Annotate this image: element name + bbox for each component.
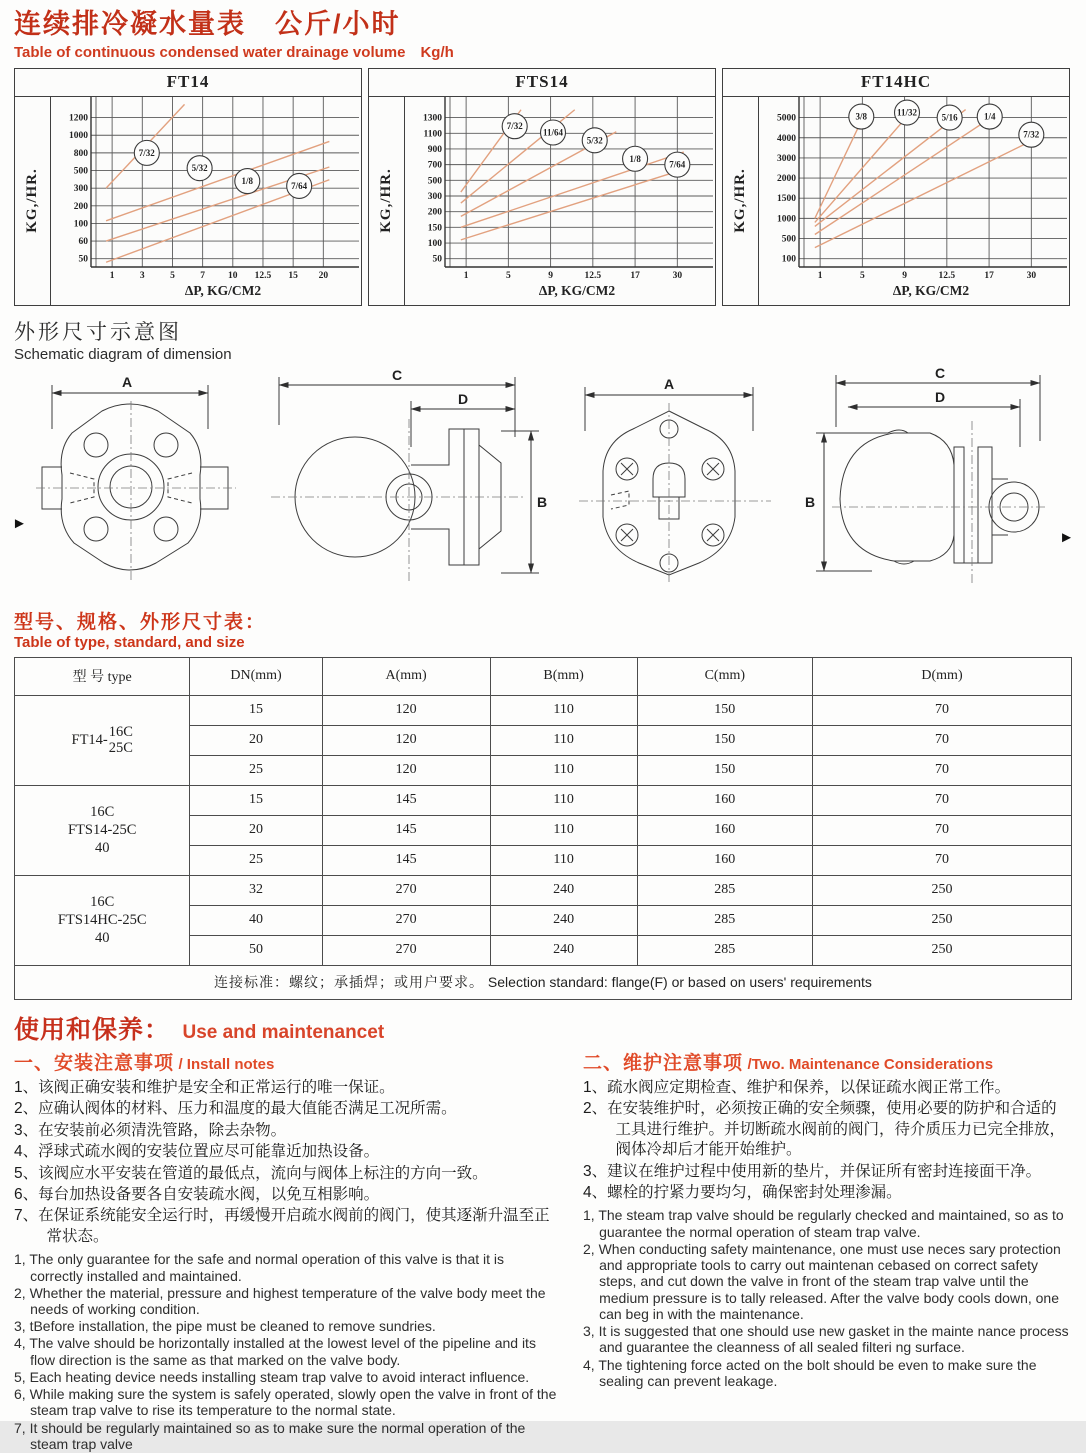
- chart-plot-ft14: [51, 97, 359, 303]
- flow-arrow-right-icon: ►: [1059, 528, 1074, 546]
- install-note-zh: 7、在保证系统能安全运行时，再缓慢开启疏水阀前的阀门，使其逐渐升温至正常状态。: [14, 1207, 550, 1245]
- x-axis-label: ΔP, KG/CM2: [184, 282, 262, 298]
- diagram-side-view-1: [263, 367, 549, 595]
- usage-title-zh: 使用和保养：: [14, 1015, 171, 1044]
- series-label-text: 7/32: [138, 147, 155, 158]
- install-note-en: 7, It should be regularly maintained so as to make sure the normal operation of the steam trap valve: [14, 1419, 526, 1452]
- svg-text:100: 100: [427, 238, 442, 249]
- maintenance-column: [583, 1048, 1072, 1453]
- size-table-header: D(mm): [813, 657, 1072, 695]
- svg-text:1: 1: [817, 270, 823, 281]
- svg-text:12.5: 12.5: [254, 270, 272, 281]
- chart-panel-ft14: [14, 68, 362, 306]
- drainage-charts-row: [14, 68, 1072, 306]
- svg-text:1300: 1300: [423, 113, 442, 124]
- series-label-text: 5/32: [586, 135, 603, 146]
- size-value-cell: 160: [637, 785, 812, 815]
- svg-text:150: 150: [427, 223, 442, 234]
- size-value-cell: 110: [490, 755, 637, 785]
- usage-heading: [14, 1010, 1072, 1046]
- svg-text:500: 500: [73, 166, 88, 177]
- svg-text:9: 9: [902, 270, 907, 281]
- schematic-title-zh: 外形尺寸示意图: [14, 320, 182, 344]
- size-value-cell: 145: [322, 785, 490, 815]
- model-cell: FT14- 16C 25C: [15, 695, 190, 785]
- chart-panel-ft14hc: [722, 68, 1070, 306]
- svg-text:100: 100: [781, 254, 796, 265]
- size-value-cell: 250: [813, 875, 1072, 905]
- install-note-zh: 3、在安装前必须清洗管路，除去杂物。: [14, 1121, 287, 1139]
- size-value-cell: 15: [190, 695, 322, 725]
- series-label-text: 7/32: [1023, 129, 1040, 140]
- y-axis-label: KG,/HR.: [723, 97, 759, 305]
- install-note-en: 5, Each heating device needs installing steam trap valve to avoid interact influence.: [14, 1368, 530, 1385]
- svg-text:60: 60: [78, 236, 88, 247]
- chart-title: FTS14: [369, 69, 715, 97]
- series-line-1/8: [461, 152, 684, 227]
- page-header: [14, 10, 1072, 62]
- svg-text:5: 5: [170, 270, 175, 281]
- dim-label-c: C: [391, 366, 402, 383]
- svg-text:800: 800: [73, 148, 88, 159]
- svg-text:700: 700: [427, 160, 442, 171]
- dim-label-d: D: [457, 390, 468, 407]
- chart-title: FT14HC: [723, 69, 1069, 97]
- svg-text:300: 300: [427, 191, 442, 202]
- install-note-en: 3, tBefore installation, the pipe must be cleaned to remove sundries.: [14, 1318, 436, 1335]
- size-value-cell: 285: [637, 905, 812, 935]
- svg-text:500: 500: [781, 234, 796, 245]
- size-table-header: A(mm): [322, 657, 490, 695]
- svg-text:1500: 1500: [777, 193, 796, 204]
- maintenance-note-en: 4, The tightening force acted on the bolt should be even to make sure the sealing can prevent leakage.: [583, 1356, 1037, 1389]
- svg-text:300: 300: [73, 183, 88, 194]
- y-axis-label: KG,/HR.: [369, 97, 405, 305]
- connection-standard-caption: 连接标准：螺纹；承插焊；或用户要求。 Selection standard: flange(F) or based on users' requirements: [15, 965, 1072, 999]
- install-notes-column: [14, 1048, 559, 1453]
- maintenance-note-zh: 4、螺栓的拧紧力要均匀，确保密封处理渗漏。: [583, 1183, 902, 1201]
- size-table-header: DN(mm): [190, 657, 322, 695]
- svg-text:12.5: 12.5: [584, 270, 602, 281]
- size-value-cell: 120: [322, 755, 490, 785]
- install-notes-zh-list: [14, 1078, 559, 1248]
- size-value-cell: 110: [490, 695, 637, 725]
- size-table-mount: [14, 657, 1072, 1000]
- maintenance-note-en: 2, When conducting safety maintenance, one must use neces sary protection and appropriate tools to carry out maintenan cebased on correct safety steps, and cut down the valve in front of the steam trap valve until the medium pressure is to tally released. After the valve body cools down, one can beg in with the maintenance.: [583, 1240, 1061, 1322]
- dim-label-a: A: [121, 373, 133, 390]
- install-note-zh: 1、该阀正确安装和维护是安全和正常运行的唯一保证。: [14, 1078, 395, 1096]
- size-table: [14, 657, 1072, 1000]
- series-label-text: 11/32: [897, 107, 918, 118]
- size-table-section: [14, 607, 1072, 1000]
- size-value-cell: 145: [322, 815, 490, 845]
- svg-text:9: 9: [548, 270, 553, 281]
- svg-text:10: 10: [228, 270, 238, 281]
- size-table-title-zh: 型号、规格、外形尺寸表：: [14, 611, 267, 633]
- series-line-1/4: [815, 113, 997, 234]
- size-value-cell: 40: [190, 905, 322, 935]
- svg-text:4000: 4000: [777, 133, 796, 144]
- install-note-en: 4, The valve should be horizontally installed at the lowest level of the pipeline and its flow direction is the same as that marked on the valve body.: [14, 1335, 536, 1368]
- install-note-en: 6, While making sure the system is safely operated, slowly open the valve in front of the steam trap valve to rise its temperature to the normal state.: [14, 1386, 557, 1419]
- svg-text:7: 7: [200, 270, 206, 281]
- size-value-cell: 25: [190, 845, 322, 875]
- size-value-cell: 70: [813, 845, 1072, 875]
- maintenance-heading: [583, 1048, 1072, 1075]
- maintenance-note-zh: 2、在安装维护时，必须按正确的安全频骤，使用必要的防护和合适的工具进行维护。并切断疏水阀前的阀门，待介质压力已完全排放，阀体冷却后才能开始维护。: [583, 1100, 1066, 1159]
- series-line-7/32: [815, 137, 1038, 247]
- size-table-header: 型 号 type: [15, 657, 190, 695]
- size-value-cell: 145: [322, 845, 490, 875]
- size-value-cell: 120: [322, 695, 490, 725]
- series-label-text: 1/4: [983, 111, 996, 122]
- size-value-cell: 250: [813, 935, 1072, 965]
- series-label-text: 5/16: [941, 112, 958, 123]
- schematic-section: [14, 316, 1072, 599]
- svg-text:15: 15: [288, 270, 298, 281]
- size-value-cell: 20: [190, 725, 322, 755]
- size-value-cell: 110: [490, 725, 637, 755]
- install-note-zh: 5、该阀应水平安装在管道的最低点，流向与阀体上标注的方向一致。: [14, 1164, 488, 1182]
- svg-text:50: 50: [78, 254, 88, 265]
- diagram-side-view-2: [802, 364, 1054, 595]
- dim-label-c2: C: [934, 364, 946, 381]
- usage-section: [14, 1010, 1072, 1453]
- series-label-text: 3/8: [855, 111, 868, 122]
- svg-text:1200: 1200: [69, 113, 88, 124]
- series-label-text: 1/8: [241, 175, 254, 186]
- diagram-front-view-1: [32, 367, 240, 595]
- maintenance-note-zh: 1、疏水阀应定期检查、维护和保养，以保证疏水阀正常工作。: [583, 1078, 1011, 1096]
- svg-text:100: 100: [73, 219, 88, 230]
- install-note-en: 1, The only guarantee for the safe and normal operation of this valve is that it is correctly installed and maintained.: [14, 1251, 505, 1284]
- size-value-cell: 25: [190, 755, 322, 785]
- chart-plot-ft14hc: [759, 97, 1067, 303]
- size-value-cell: 15: [190, 785, 322, 815]
- series-label-text: 1/8: [629, 153, 641, 164]
- svg-text:5: 5: [505, 270, 511, 281]
- maintenance-zh-list: [583, 1078, 1072, 1204]
- size-table-header: B(mm): [490, 657, 637, 695]
- chart-panel-fts14: [368, 68, 716, 306]
- size-value-cell: 270: [322, 935, 490, 965]
- size-value-cell: 270: [322, 905, 490, 935]
- install-notes-en-list: [14, 1251, 559, 1452]
- install-note-zh: 4、浮球式疏水阀的安装位置应尽可能靠近加热设备。: [14, 1143, 380, 1161]
- size-value-cell: 70: [813, 725, 1072, 755]
- size-value-cell: 70: [813, 755, 1072, 785]
- svg-text:12.5: 12.5: [938, 270, 956, 281]
- size-value-cell: 240: [490, 935, 637, 965]
- schematic-title-en: Schematic diagram of dimension: [14, 345, 232, 363]
- dim-label-b2: B: [804, 493, 816, 510]
- size-value-cell: 110: [490, 815, 637, 845]
- size-value-cell: 110: [490, 785, 637, 815]
- svg-text:200: 200: [73, 201, 88, 212]
- series-label-text: 11/64: [543, 127, 564, 138]
- svg-text:2000: 2000: [777, 173, 796, 184]
- flow-arrow-left-icon: ►: [12, 514, 27, 532]
- svg-text:30: 30: [1026, 270, 1037, 281]
- size-value-cell: 270: [322, 875, 490, 905]
- svg-text:500: 500: [427, 175, 442, 186]
- size-value-cell: 32: [190, 875, 322, 905]
- maintenance-heading-zh: 二、维护注意事项: [583, 1052, 744, 1074]
- dimension-diagrams: [12, 364, 1074, 599]
- maintenance-note-en: 1, The steam trap valve should be regularly checked and maintained, so as to guarantee the normal operation of steam trap valve.: [583, 1207, 1064, 1240]
- svg-text:900: 900: [427, 144, 442, 155]
- svg-text:3: 3: [139, 270, 145, 281]
- size-value-cell: 110: [490, 845, 637, 875]
- maintenance-heading-en: /Two. Maintenance Considerations: [747, 1055, 994, 1073]
- install-notes-heading-zh: 一、安装注意事项: [14, 1052, 175, 1074]
- maintenance-note-en: 3, It is suggested that one should use new gasket in the mainte nance process and guarantee the cleanness of all sealed filteri ng surface.: [583, 1323, 1069, 1356]
- size-value-cell: 240: [490, 875, 637, 905]
- maintenance-note-zh: 3、建议在维护过程中使用新的垫片，并保证所有密封连接面干净。: [583, 1162, 1042, 1180]
- svg-text:17: 17: [630, 270, 640, 281]
- y-axis-label: KG,/HR.: [15, 97, 51, 305]
- svg-text:1000: 1000: [69, 130, 88, 141]
- svg-text:17: 17: [984, 270, 994, 281]
- svg-text:20: 20: [318, 270, 329, 281]
- usage-title-en: Use and maintenancet: [182, 1021, 385, 1043]
- svg-text:200: 200: [427, 207, 442, 218]
- install-notes-heading: [14, 1048, 559, 1075]
- svg-text:1100: 1100: [423, 128, 442, 139]
- size-value-cell: 160: [637, 815, 812, 845]
- size-value-cell: 150: [637, 695, 812, 725]
- svg-text:5: 5: [859, 270, 865, 281]
- series-label-text: 7/32: [506, 120, 523, 131]
- size-value-cell: 150: [637, 755, 812, 785]
- size-value-cell: 20: [190, 815, 322, 845]
- size-value-cell: 285: [637, 935, 812, 965]
- size-value-cell: 70: [813, 695, 1072, 725]
- chart-plot-fts14: [405, 97, 713, 303]
- size-value-cell: 240: [490, 905, 637, 935]
- svg-text:1000: 1000: [777, 214, 796, 225]
- svg-text:3000: 3000: [777, 153, 796, 164]
- install-notes-heading-en: / Install notes: [178, 1055, 275, 1073]
- size-table-header: C(mm): [637, 657, 812, 695]
- svg-text:5000: 5000: [777, 113, 796, 124]
- dim-label-d2: D: [934, 388, 946, 405]
- page-title-zh: 连续排冷凝水量表 公斤/小时: [14, 9, 401, 39]
- dim-label-b: B: [536, 493, 547, 510]
- page-title-en: Table of continuous condensed water drainage volume Kg/h: [14, 43, 454, 61]
- size-value-cell: 285: [637, 875, 812, 905]
- x-axis-label: ΔP, KG/CM2: [892, 282, 970, 298]
- size-table-title-en: Table of type, standard, and size: [14, 633, 245, 651]
- model-cell: 16C FTS14HC-25C 40: [15, 875, 190, 965]
- maintenance-en-list: [583, 1207, 1072, 1389]
- diagram-front-view-2: [571, 367, 779, 595]
- size-value-cell: 70: [813, 815, 1072, 845]
- install-note-en: 2, Whether the material, pressure and highest temperature of the valve body meet the needs of working condition.: [14, 1284, 546, 1318]
- series-label-text: 5/32: [191, 162, 208, 173]
- dim-label-a2: A: [664, 375, 675, 392]
- size-value-cell: 50: [190, 935, 322, 965]
- series-label-text: 7/64: [291, 180, 308, 191]
- size-value-cell: 120: [322, 725, 490, 755]
- svg-text:1: 1: [463, 270, 469, 281]
- install-note-zh: 6、每台加热设备要各自安装疏水阀，以免互相影响。: [14, 1185, 380, 1203]
- model-cell: 16C FTS14-25C 40: [15, 785, 190, 875]
- svg-text:30: 30: [672, 270, 683, 281]
- svg-text:50: 50: [432, 254, 442, 265]
- chart-title: FT14: [15, 69, 361, 97]
- svg-text:1: 1: [109, 270, 115, 281]
- size-value-cell: 250: [813, 905, 1072, 935]
- size-value-cell: 150: [637, 725, 812, 755]
- x-axis-label: ΔP, KG/CM2: [538, 282, 616, 298]
- series-label-text: 7/64: [669, 159, 686, 170]
- size-value-cell: 70: [813, 785, 1072, 815]
- install-note-zh: 2、应确认阀体的材料、压力和温度的最大值能否满足工况所需。: [14, 1100, 457, 1118]
- size-value-cell: 160: [637, 845, 812, 875]
